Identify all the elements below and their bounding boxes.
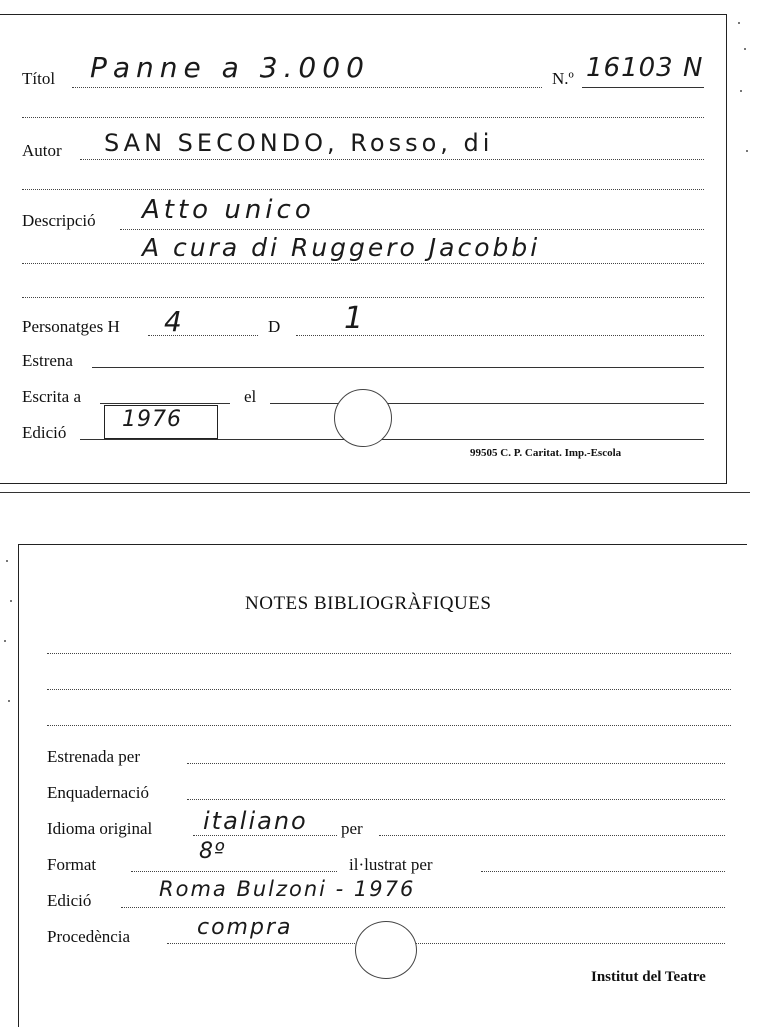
- institute-name: Institut del Teatre: [591, 969, 706, 985]
- scan-speck: [738, 22, 740, 24]
- divider-dots-2: [22, 189, 704, 190]
- enquadernacio-label: Enquadernació: [47, 783, 149, 802]
- scan-speck: [6, 560, 8, 562]
- procedencia-dots: [167, 943, 725, 944]
- illustrat-dots: [481, 871, 725, 872]
- escrita-label: Escrita a: [22, 387, 81, 406]
- autor-value: SAN SECONDO, Rosso, di: [104, 129, 494, 157]
- card1-bottom-rule: [0, 492, 750, 493]
- scan-speck: [746, 150, 748, 152]
- estrena-line: [92, 367, 704, 368]
- edicio-value: 1976: [122, 407, 182, 432]
- procedencia-value: compra: [197, 915, 293, 940]
- idioma-value: italiano: [203, 807, 308, 835]
- titol-value: Panne a 3.000: [90, 51, 370, 84]
- edicio-line: [80, 439, 704, 440]
- titol-label: Títol: [22, 69, 56, 88]
- catalog-card-back: [18, 544, 747, 1027]
- punch-hole-stamp-2: [355, 921, 417, 979]
- format-dots: [131, 871, 337, 872]
- personatges-label: Personatges H: [22, 317, 120, 336]
- edicio-label: Edició: [22, 423, 67, 442]
- edicio2-dots: [121, 907, 725, 908]
- estrenada-dots: [187, 763, 725, 764]
- personatges-d-value: 1: [344, 301, 365, 336]
- descripcio-line2: A cura di Ruggero Jacobbi: [142, 233, 541, 262]
- scan-speck: [4, 640, 6, 642]
- idioma-dots: [193, 835, 337, 836]
- edicio2-label: Edició: [47, 891, 92, 910]
- el-line: [270, 403, 704, 404]
- scan-speck: [10, 600, 12, 602]
- printer-imprint: 99505 C. P. Caritat. Imp.-Escola: [470, 447, 622, 459]
- personatges-d-label: D: [268, 317, 281, 336]
- autor-label: Autor: [22, 141, 62, 160]
- escrita-line: [100, 403, 230, 404]
- divider-dots-1: [22, 117, 704, 118]
- format-value: 8º: [199, 839, 226, 864]
- notes-heading: NOTES BIBLIOGRÀFIQUES: [245, 593, 492, 614]
- notes-dots-1: [47, 653, 731, 654]
- estrena-label: Estrena: [22, 351, 73, 370]
- number-label: N.º: [552, 69, 574, 88]
- notes-dots-3: [47, 725, 731, 726]
- number-value: 16103 N: [586, 53, 704, 83]
- edicio2-value: Roma Bulzoni - 1976: [159, 877, 416, 901]
- punch-hole-stamp: [334, 389, 392, 447]
- enquadernacio-dots: [187, 799, 725, 800]
- estrenada-label: Estrenada per: [47, 747, 140, 766]
- descripcio-label: Descripció: [22, 211, 96, 230]
- number-line: [582, 87, 704, 88]
- scan-speck: [8, 700, 10, 702]
- illustrat-label: il·lustrat per: [349, 855, 433, 874]
- el-label: el: [244, 387, 257, 406]
- notes-dots-2: [47, 689, 731, 690]
- descripcio-dots-1: [120, 229, 704, 230]
- scan-speck: [740, 90, 742, 92]
- idioma-per-dots: [379, 835, 725, 836]
- descripcio-line1: Atto unico: [142, 195, 315, 225]
- procedencia-label: Procedència: [47, 927, 131, 946]
- catalog-card-front: [0, 14, 727, 484]
- scan-speck: [744, 48, 746, 50]
- titol-dots: [72, 87, 542, 88]
- idioma-label: Idioma original: [47, 819, 153, 838]
- idioma-per-label: per: [341, 819, 363, 838]
- personatges-h-value: 4: [164, 305, 183, 338]
- format-label: Format: [47, 855, 97, 874]
- divider-dots-3: [22, 297, 704, 298]
- descripcio-dots-2: [22, 263, 704, 264]
- autor-dots: [80, 159, 704, 160]
